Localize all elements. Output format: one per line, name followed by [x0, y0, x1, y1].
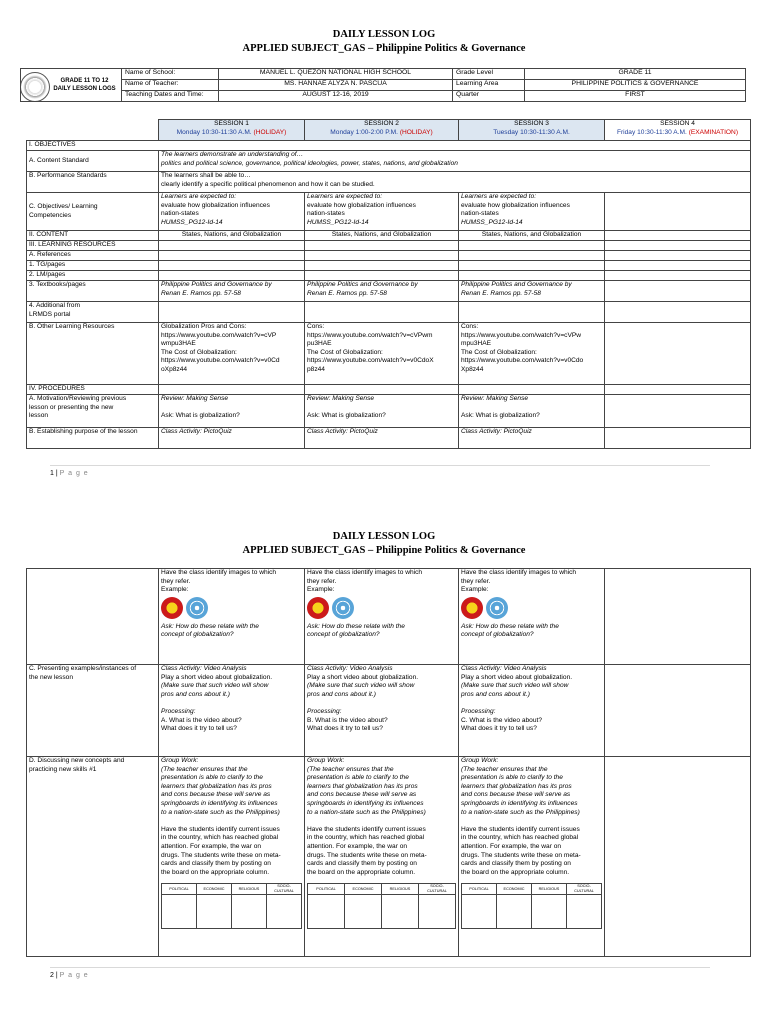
performance-standards-label: B. Performance Standards [27, 172, 159, 193]
purpose-s2: Class Activity: PictoQuiz [305, 428, 459, 449]
objectives-label: I. OBJECTIVES [27, 141, 751, 151]
images-s1: Have the class identify images to which they refer. Example: Ask: How do these relate with the concept of globalization? [159, 569, 305, 665]
textbooks-s2: Philippine Politics and Governance by Renan E. Ramos pp. 57-58 [305, 281, 459, 302]
grade-label: Grade Level [453, 69, 525, 80]
additional-lrmds-label: 4. Additional from LRMDS portal [27, 302, 159, 323]
motivation-s3: Review: Making Sense Ask: What is globalization? [459, 395, 605, 428]
motivation-label: A. Motivation/Reviewing previous lesson or presenting the new lesson [27, 395, 159, 428]
other-resources-s1: Globalization Pros and Cons: https://www.youtube.com/watch?v=cVP wmpu3HAE The Cost of Globalization: https://www.youtube.com/watch?v=v0Cd oXp8z44 [159, 323, 305, 385]
header-info-table [20, 68, 746, 102]
page-footer-1: 1 | P a g e [50, 470, 89, 477]
content-s2: States, Nations, and Globalization [305, 231, 459, 241]
discussing-s3: Group Work: (The teacher ensures that the presentation is able to clarify to the learners that globalization has its pros and cons because these will serve as springboards in identifying its influences to a nation-state such as the Philippines) Have the students identify current issues in the country, which has reached global attention. For example, the war on drugs. The students write these on meta- cards and classify them by posting on the board on the appropriate column. POLITICAL ECONOMIC RELIGIOUS SOCIO- CULTURAL [459, 757, 605, 957]
page-subtitle: APPLIED SUBJECT_GAS – Philippine Politics & Governance [242, 43, 526, 54]
competencies-s2: Learners are expected to: evaluate how globalization influences nation-states HUMSS_PG12-Id-14 [305, 193, 459, 231]
procedures-label: IV. PROCEDURES [27, 385, 159, 395]
school-value: MANUEL L. QUEZON NATIONAL HIGH SCHOOL [219, 69, 453, 80]
discussing-concepts-label: D. Discussing new concepts and practicing new skills #1 [27, 757, 159, 957]
un-logo-icon [486, 597, 508, 619]
motivation-s1: Review: Making Sense Ask: What is globalization? [159, 395, 305, 428]
performance-standards-text: The learners shall be able to… clearly identify a specific political phenomenon and how it can be studied. [159, 172, 751, 193]
dates-label: Teaching Dates and Time: [122, 91, 219, 102]
competencies-label: C. Objectives/ Learning Competencies [27, 193, 159, 231]
textbooks-label: 3. Textbooks/pages [27, 281, 159, 302]
references-label: A. References [27, 251, 159, 261]
discussing-s2: Group Work: (The teacher ensures that the presentation is able to clarify to the learners that globalization has its pros and cons because these will serve as springboards in identifying its influences to a nation-state such as the Philippines) Have the students identify current issues in the country, which has reached global attention. For example, the war on drugs. The students write these on meta- cards and classify them by posting on the board on the appropriate column. POLITICAL ECONOMIC RELIGIOUS SOCIO- CULTURAL [305, 757, 459, 957]
competencies-s1: Learners are expected to: evaluate how globalization influences nation-states HUMSS_PG12-Id-14 [159, 193, 305, 231]
purpose-s3: Class Activity: PictoQuiz [459, 428, 605, 449]
classification-grid: POLITICAL ECONOMIC RELIGIOUS SOCIO- CULTURAL [161, 883, 302, 929]
content-s1: States, Nations, and Globalization [159, 231, 305, 241]
asean-logo-icon [307, 597, 329, 619]
competencies-s3: Learners are expected to: evaluate how globalization influences nation-states HUMSS_PG12-Id-14 [459, 193, 605, 231]
teacher-value: MS. HANNAE ALYZA N. PASCUA [219, 80, 453, 91]
area-value: PHILIPPINE POLITICS & GOVERNANCE [525, 80, 746, 91]
other-resources-s3: Cons: https://www.youtube.com/watch?v=cVPw mpu3HAE The Cost of Globalization: https://www.youtube.com/watch?v=v0Cdo Xp8z44 [459, 323, 605, 385]
lesson-table-page1 [26, 119, 751, 449]
content-label: II. CONTENT [27, 231, 159, 241]
classification-grid: POLITICAL ECONOMIC RELIGIOUS SOCIO- CULTURAL [461, 883, 602, 929]
content-s3: States, Nations, and Globalization [459, 231, 605, 241]
page-title-2: DAILY LESSON LOG [332, 531, 436, 542]
presenting-s3: Class Activity: Video Analysis Play a short video about globalization. (Make sure that such video will show pros and cons about it.) Processing: C. What is the video about? What does it try to tell us? [459, 665, 605, 757]
un-logo-icon [332, 597, 354, 619]
motivation-s2: Review: Making Sense Ask: What is globalization? [305, 395, 459, 428]
asean-logo-icon [161, 597, 183, 619]
page-footer-2: 2 | P a g e [50, 972, 89, 979]
presenting-examples-label: C. Presenting examples/instances of the new lesson [27, 665, 159, 757]
dates-value: AUGUST 12-16, 2019 [219, 91, 453, 102]
session-3-header: SESSION 3 Tuesday 10:30-11:30 A.M. [459, 120, 605, 141]
tg-pages-label: 1. TG/pages [27, 261, 159, 271]
logo-text: GRADE 11 TO 12 DAILY LESSON LOGS [21, 69, 122, 102]
quarter-value: FIRST [525, 91, 746, 102]
learning-resources-label: III. LEARNING RESOURCES [27, 241, 159, 251]
school-label: Name of School: [122, 69, 219, 80]
teacher-label: Name of Teacher: [122, 80, 219, 91]
textbooks-s3: Philippine Politics and Governance by Renan E. Ramos pp. 57-58 [459, 281, 605, 302]
presenting-s1: Class Activity: Video Analysis Play a short video about globalization. (Make sure that such video will show pros and cons about it.) Processing: A. What is the video about? What does it try to tell us? [159, 665, 305, 757]
lm-pages-label: 2. LM/pages [27, 271, 159, 281]
discussing-s1: Group Work: (The teacher ensures that the presentation is able to clarify to the learners that globalization has its pros and cons because these will serve as springboards in identifying its influences to a nation-state such as the Philippines) Have the students identify current issues in the country, which has reached global attention. For example, the war on drugs. The students write these on meta- cards and classify them by posting on the board on the appropriate column. POLITICAL ECONOMIC RELIGIOUS SOCIO- CULTURAL [159, 757, 305, 957]
textbooks-s1: Philippine Politics and Governance by Renan E. Ramos pp. 57-58 [159, 281, 305, 302]
other-resources-s2: Cons: https://www.youtube.com/watch?v=cVPwm pu3HAE The Cost of Globalization: https://www.youtube.com/watch?v=v0CdoX p8z44 [305, 323, 459, 385]
competencies-s4 [605, 193, 751, 231]
session-2-header: SESSION 2 Monday 1:00-2:00 P.M. (HOLIDAY) [305, 120, 459, 141]
area-label: Learning Area [453, 80, 525, 91]
quarter-label: Quarter [453, 91, 525, 102]
content-standard-text: The learners demonstrate an understanding of… politics and political science, governance, political ideologies, power, states, nations, and globalization [159, 151, 751, 172]
other-resources-label: B. Other Learning Resources [27, 323, 159, 385]
content-standard-label: A. Content Standard [27, 151, 159, 172]
session-4-header: SESSION 4 Friday 10:30-11:30 A.M. (EXAMINATION) [605, 120, 751, 141]
presenting-s2: Class Activity: Video Analysis Play a short video about globalization. (Make sure that such video will show pros and cons about it.) Processing: B. What is the video about? What does it try to tell us? [305, 665, 459, 757]
purpose-label: B. Establishing purpose of the lesson [27, 428, 159, 449]
lesson-table-page2 [26, 568, 751, 957]
session-1-header: SESSION 1 Monday 10:30-11:30 A.M. (HOLIDAY) [159, 120, 305, 141]
asean-logo-icon [461, 597, 483, 619]
images-s3: Have the class identify images to which they refer. Example: Ask: How do these relate with the concept of globalization? [459, 569, 605, 665]
page-subtitle-2: APPLIED SUBJECT_GAS – Philippine Politics & Governance [242, 545, 526, 556]
grade-value: GRADE 11 [525, 69, 746, 80]
un-logo-icon [186, 597, 208, 619]
images-s2: Have the class identify images to which they refer. Example: Ask: How do these relate with the concept of globalization? [305, 569, 459, 665]
content-s4 [605, 231, 751, 241]
classification-grid: POLITICAL ECONOMIC RELIGIOUS SOCIO- CULTURAL [307, 883, 456, 929]
page-title: DAILY LESSON LOG [332, 29, 436, 40]
purpose-s1: Class Activity: PictoQuiz [159, 428, 305, 449]
